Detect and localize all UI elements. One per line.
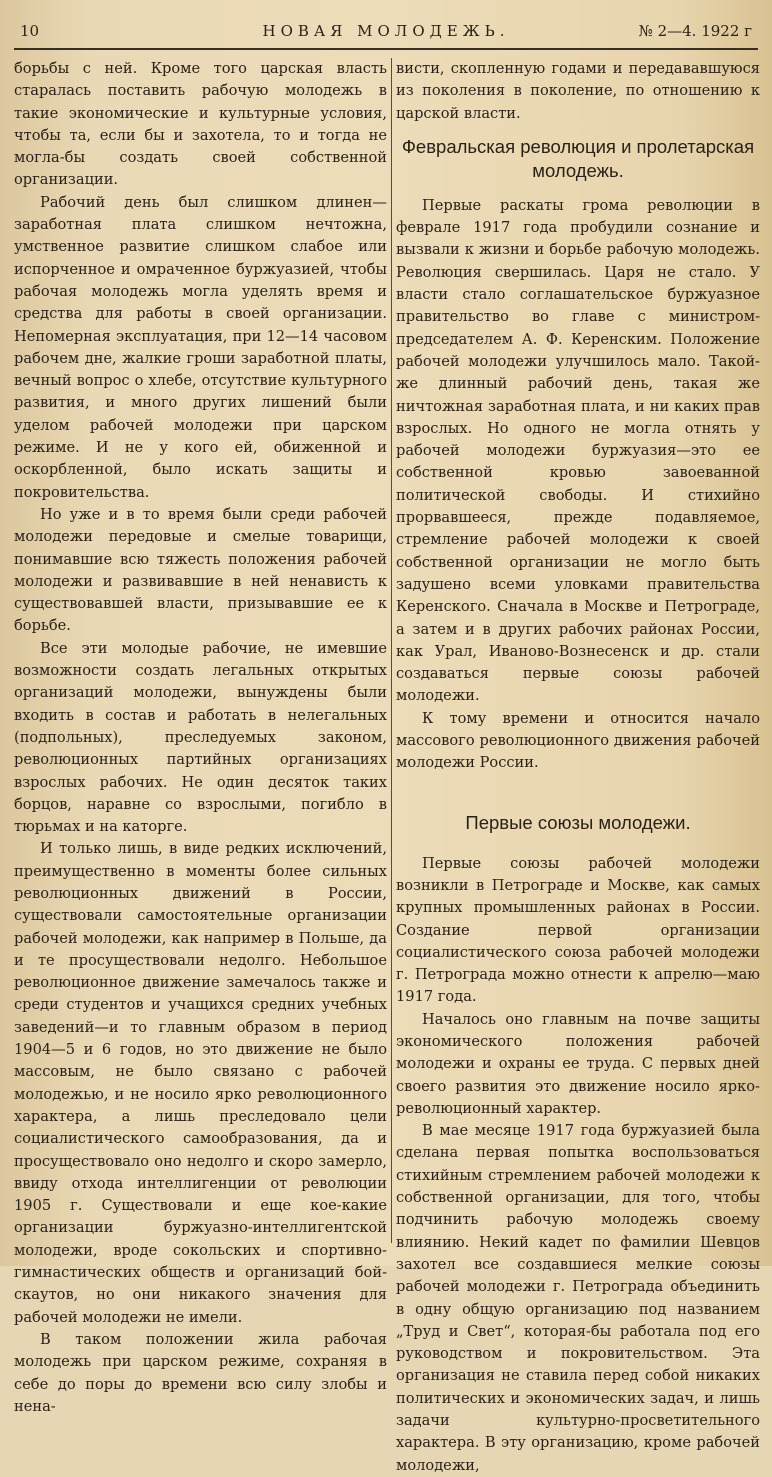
paragraph: Рабочий день был слишком длинен—заработная плата слишком нечтожна, умственное развитие слишком слабое или испорченное и омраченное буржуазией, чтобы рабочая молодежь могла уделять время и средства для работы в своей организации. Непомерная эксплуатация, при 12—14 часовом рабочем дне, жалкие гроши заработной платы, вечный вопрос о хлебе, отсутствие культурного развития, и много других лишений были уделом рабочей молодежи при царском режиме. И не у кого ей, обиженной и оскорбленной, было искать защиты и покровительства. (14, 193, 387, 501)
section-heading: Февральская революция и пролетарская молодежь. (401, 135, 755, 181)
page-header (14, 14, 758, 50)
page-number: 10 (20, 22, 40, 40)
paragraph: висти, скопленную годами и передававшуюся из поколения в поколение, по отношению к царской власти. (396, 60, 760, 122)
paragraph: Первые раскаты грома революции в феврале 1917 года пробудили сознание и вызвали к жизни и борьбе рабочую молодежь. Революция свершилась. Царя не стало. У власти стало соглашательское буржуазное правительство во главе с министром-председателем А. Ф. Керенским. Положение рабочей молодежи улучшилось мало. Такой-же длинный рабочий день, такая же ничтожная заработная плата, и ни каких прав взрослых. Но одного не могла отнять у рабочей молодежи буржуазия—это ее собственной кровью завоеванной политической свободы. И стихийно прорвавшееся, прежде подавляемое, стремление рабочей молодежи к своей собственной организации не могло быть задушено всеми уловками правительства Керенского. Сначала в Москве и Петрограде, а затем и в других рабочих районах России, как Урал, Иваново-Вознесенск и др. стали создаваться первые союзы рабочей молодежи. (396, 196, 760, 705)
right-column (396, 58, 760, 1474)
paragraph: Все эти молодые рабочие, не имевшие возможности создать легальных открытых организаций молодежи, вынуждены были входить в состав и работать в нелегальных (подпольных), преследуемых законом, революционных партийных организациях взрослых рабочих. Не один десяток таких борцов, наравне со взрослыми, погибло в тюрьмах и на каторге. (14, 639, 387, 836)
left-column (14, 58, 387, 1415)
paragraph: К тому времени и относится начало массового революционного движения рабочей молодежи России. (396, 709, 760, 772)
paragraph: И только лишь, в виде редких исключений, преимущественно в моменты более сильных революционных движений в России, существовали самостоятельные организации рабочей молодежи, как например в Польше, да и те просуществовали недолго. Небольшое революционное движение замечалось также и среди студентов и учащихся средних учебных заведений—и то главным образом в период 1904—5 и 6 годов, но это движение не было массовым, не было связано с рабочей молодежью, и не носило ярко революционного характера, а лишь преследовало цели социалистического самообразования, да и просуществовало оно недолго и скоро замерло, ввиду отхода интеллигенции от революции 1905 г. Существовали и еще кое-какие организации буржуазно-интеллигентской молодежи, вроде сокольских и спортивно-гимнастических обществ и организаций бой-скаутов, но они никакого значения для рабочей молодежи не имели. (14, 840, 387, 1326)
issue-info: № 2—4. 1922 г (638, 22, 752, 40)
paragraph: Но уже и в то время были среди рабочей молодежи передовые и смелые товарищи, понимавшие всю тяжесть положения рабочей молодежи и развивавшие в ней ненависть к существовавшей власти, призывавшие ее к борьбе. (14, 505, 387, 635)
paragraph: борьбы с ней. Кроме того царская власть старалась поставить рабочую молодежь в такие экономические и культурные условия, чтобы та, если бы и захотела, то и тогда не могла-бы создать своей собственной организации. (14, 60, 387, 189)
newspaper-title: НОВАЯ МОЛОДЕЖЬ. (262, 22, 510, 40)
paragraph: Первые союзы рабочей молодежи возникли в Петроградe и Москве, как самых крупных промышленных районах в России. Создание первой организации социалистического союза рабочей молодежи г. Петрограда можно отнести к апрелю—маю 1917 года. (396, 854, 760, 1006)
column-divider (391, 58, 392, 1243)
section-heading: Первые союзы молодежи. (465, 811, 691, 833)
paragraph: В мае месяце 1917 года буржуазией была сделана первая попытка воспользоваться стихийным стремлением рабочей молодежи к собственной организации, для того, чтобы подчинить рабочую молодежь своему влиянию. Некий кадет по фамилии Шевцов захотел все создавшиеся мелкие союзы рабочей молодежи г. Петрограда объединить в одну общую организацию под названием „Труд и Свет“, которая-бы работала под его руководством и покровительством. Эта организация не ставила перед собой никаких политических и экономических задач, и лишь задачи культурно-просветительного характера. В эту организацию, кроме рабочей молодежи, (396, 1122, 760, 1474)
paragraph: Началось оно главным на почве защиты экономического положения рабочей молодежи и охраны ее труда. С первых дней своего развития это движение носило ярко-революционный характер. (396, 1010, 760, 1117)
paragraph: В таком положении жила рабочая молодежь при царском режиме, сохраняя в себе до поры до времени всю силу злобы и нена- (14, 1330, 387, 1415)
